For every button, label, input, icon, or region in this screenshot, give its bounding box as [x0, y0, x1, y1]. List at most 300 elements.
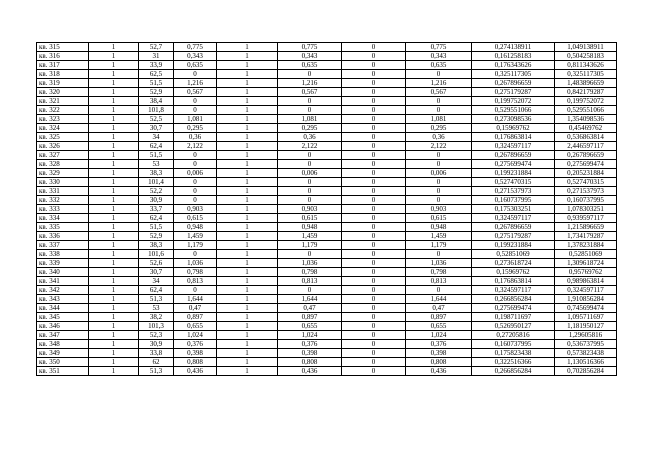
- apartment-cell: кв. 337: [37, 241, 89, 250]
- table-body: [37, 43, 617, 376]
- zero-cell: 0: [342, 52, 406, 61]
- zero-cell: 0: [342, 151, 406, 160]
- value-2-cell: 0,635: [278, 61, 342, 70]
- count-cell: 1: [89, 169, 139, 178]
- apartment-cell: кв. 329: [37, 169, 89, 178]
- table-row: [37, 151, 617, 160]
- table-row: [37, 340, 617, 349]
- value-2-cell: 0: [278, 286, 342, 295]
- count-cell: 1: [89, 88, 139, 97]
- value-3-cell: 0,47: [406, 304, 472, 313]
- coef-cell: 1: [217, 169, 278, 178]
- total-cell: 0,989863814: [555, 277, 617, 286]
- value-cell: 0,398: [174, 349, 217, 358]
- total-cell: 1,049138911: [555, 43, 617, 52]
- count-cell: 1: [89, 196, 139, 205]
- coef-cell: 1: [217, 214, 278, 223]
- zero-cell: 0: [342, 124, 406, 133]
- value-3-cell: 0,775: [406, 43, 472, 52]
- zero-cell: 0: [342, 178, 406, 187]
- value-3-cell: 0,006: [406, 169, 472, 178]
- value-3-cell: 0: [406, 178, 472, 187]
- value-2-cell: 2,122: [278, 142, 342, 151]
- apartment-cell: кв. 316: [37, 52, 89, 61]
- coef-cell: 1: [217, 259, 278, 268]
- share-cell: 0,176863814: [472, 133, 555, 142]
- total-cell: 0,939597117: [555, 214, 617, 223]
- zero-cell: 0: [342, 286, 406, 295]
- value-cell: 0,903: [174, 205, 217, 214]
- coef-cell: 1: [217, 358, 278, 367]
- value-2-cell: 0,903: [278, 205, 342, 214]
- count-cell: 1: [89, 97, 139, 106]
- total-cell: 2,446597117: [555, 142, 617, 151]
- value-cell: 0: [174, 70, 217, 79]
- value-3-cell: 0: [406, 106, 472, 115]
- apartment-cell: кв. 349: [37, 349, 89, 358]
- total-cell: 0,504258183: [555, 52, 617, 61]
- table-row: [37, 223, 617, 232]
- apartment-cell: кв. 340: [37, 268, 89, 277]
- table-row: [37, 304, 617, 313]
- value-cell: 1,459: [174, 232, 217, 241]
- total-cell: 0,95769762: [555, 268, 617, 277]
- value-2-cell: 0,47: [278, 304, 342, 313]
- coef-cell: 1: [217, 223, 278, 232]
- value-2-cell: 0: [278, 70, 342, 79]
- value-cell: 0,36: [174, 133, 217, 142]
- value-3-cell: 0: [406, 151, 472, 160]
- apartment-cell: кв. 341: [37, 277, 89, 286]
- apartment-cell: кв. 318: [37, 70, 89, 79]
- table-row: [37, 97, 617, 106]
- value-cell: 1,216: [174, 79, 217, 88]
- area-cell: 33,7: [139, 205, 174, 214]
- table-row: [37, 295, 617, 304]
- count-cell: 1: [89, 322, 139, 331]
- count-cell: 1: [89, 241, 139, 250]
- value-3-cell: 0,615: [406, 214, 472, 223]
- coef-cell: 1: [217, 286, 278, 295]
- zero-cell: 0: [342, 277, 406, 286]
- zero-cell: 0: [342, 349, 406, 358]
- area-cell: 62: [139, 358, 174, 367]
- table-row: [37, 61, 617, 70]
- total-cell: 1,309618724: [555, 259, 617, 268]
- value-cell: 1,024: [174, 331, 217, 340]
- value-3-cell: 0,398: [406, 349, 472, 358]
- total-cell: 1,734179287: [555, 232, 617, 241]
- value-3-cell: 0: [406, 160, 472, 169]
- value-2-cell: 1,459: [278, 232, 342, 241]
- value-3-cell: 0,798: [406, 268, 472, 277]
- value-2-cell: 0,655: [278, 322, 342, 331]
- apartment-cell: кв. 333: [37, 205, 89, 214]
- total-cell: 1,130516366: [555, 358, 617, 367]
- apartment-cell: кв. 320: [37, 88, 89, 97]
- zero-cell: 0: [342, 241, 406, 250]
- coef-cell: 1: [217, 277, 278, 286]
- apartment-cell: кв. 344: [37, 304, 89, 313]
- table-row: [37, 277, 617, 286]
- value-3-cell: 1,024: [406, 331, 472, 340]
- coef-cell: 1: [217, 250, 278, 259]
- table-row: [37, 313, 617, 322]
- share-cell: 0,267896659: [472, 79, 555, 88]
- table-row: [37, 52, 617, 61]
- area-cell: 33,8: [139, 349, 174, 358]
- zero-cell: 0: [342, 367, 406, 376]
- value-cell: 0,948: [174, 223, 217, 232]
- apartment-cell: кв. 323: [37, 115, 89, 124]
- total-cell: 0,842179287: [555, 88, 617, 97]
- value-cell: 2,122: [174, 142, 217, 151]
- count-cell: 1: [89, 214, 139, 223]
- coef-cell: 1: [217, 133, 278, 142]
- value-cell: 0: [174, 196, 217, 205]
- area-cell: 53: [139, 304, 174, 313]
- count-cell: 1: [89, 43, 139, 52]
- value-cell: 1,179: [174, 241, 217, 250]
- share-cell: 0,175823438: [472, 349, 555, 358]
- total-cell: 0,573823438: [555, 349, 617, 358]
- apartment-cell: кв. 319: [37, 79, 89, 88]
- value-3-cell: 0: [406, 187, 472, 196]
- total-cell: 1,483896659: [555, 79, 617, 88]
- count-cell: 1: [89, 259, 139, 268]
- apartment-cell: кв. 334: [37, 214, 89, 223]
- value-2-cell: 0,295: [278, 124, 342, 133]
- table-row: [37, 70, 617, 79]
- value-3-cell: 0,635: [406, 61, 472, 70]
- value-cell: 0,006: [174, 169, 217, 178]
- value-3-cell: 0,567: [406, 88, 472, 97]
- apartment-cell: кв. 326: [37, 142, 89, 151]
- total-cell: 0,529551066: [555, 106, 617, 115]
- value-2-cell: 1,644: [278, 295, 342, 304]
- area-cell: 51,3: [139, 295, 174, 304]
- share-cell: 0,324597117: [472, 286, 555, 295]
- value-cell: 0,615: [174, 214, 217, 223]
- share-cell: 0,324597117: [472, 214, 555, 223]
- zero-cell: 0: [342, 79, 406, 88]
- coef-cell: 1: [217, 313, 278, 322]
- value-cell: 0: [174, 250, 217, 259]
- area-cell: 34: [139, 133, 174, 142]
- total-cell: 0,205231884: [555, 169, 617, 178]
- total-cell: 0,527470315: [555, 178, 617, 187]
- value-3-cell: 0,897: [406, 313, 472, 322]
- count-cell: 1: [89, 313, 139, 322]
- value-3-cell: 0,36: [406, 133, 472, 142]
- value-2-cell: 0,948: [278, 223, 342, 232]
- coef-cell: 1: [217, 367, 278, 376]
- count-cell: 1: [89, 232, 139, 241]
- value-2-cell: 0,398: [278, 349, 342, 358]
- value-cell: 0,897: [174, 313, 217, 322]
- share-cell: 0,273618724: [472, 259, 555, 268]
- area-cell: 30,7: [139, 268, 174, 277]
- value-cell: 1,644: [174, 295, 217, 304]
- area-cell: 34: [139, 277, 174, 286]
- value-2-cell: 0,897: [278, 313, 342, 322]
- area-cell: 62,4: [139, 214, 174, 223]
- apartment-cell: кв. 351: [37, 367, 89, 376]
- zero-cell: 0: [342, 313, 406, 322]
- value-cell: 1,036: [174, 259, 217, 268]
- zero-cell: 0: [342, 205, 406, 214]
- value-3-cell: 1,459: [406, 232, 472, 241]
- count-cell: 1: [89, 268, 139, 277]
- value-2-cell: 1,036: [278, 259, 342, 268]
- coef-cell: 1: [217, 70, 278, 79]
- count-cell: 1: [89, 70, 139, 79]
- area-cell: 53: [139, 160, 174, 169]
- value-cell: 0,436: [174, 367, 217, 376]
- area-cell: 30,9: [139, 340, 174, 349]
- value-2-cell: 0,343: [278, 52, 342, 61]
- area-cell: 52,2: [139, 187, 174, 196]
- table-row: [37, 232, 617, 241]
- value-2-cell: 0: [278, 250, 342, 259]
- value-3-cell: 0: [406, 286, 472, 295]
- value-2-cell: 0,808: [278, 358, 342, 367]
- value-cell: 0: [174, 286, 217, 295]
- apartment-cell: кв. 328: [37, 160, 89, 169]
- value-2-cell: 1,081: [278, 115, 342, 124]
- apartment-data-table: [36, 42, 617, 376]
- share-cell: 0,267896659: [472, 223, 555, 232]
- value-2-cell: 1,179: [278, 241, 342, 250]
- value-cell: 0,343: [174, 52, 217, 61]
- area-cell: 33,9: [139, 61, 174, 70]
- share-cell: 0,271537973: [472, 187, 555, 196]
- coef-cell: 1: [217, 196, 278, 205]
- value-3-cell: 0,813: [406, 277, 472, 286]
- value-2-cell: 0: [278, 178, 342, 187]
- value-3-cell: 1,036: [406, 259, 472, 268]
- total-cell: 0,536737995: [555, 340, 617, 349]
- value-2-cell: 0,567: [278, 88, 342, 97]
- apartment-cell: кв. 342: [37, 286, 89, 295]
- value-cell: 0: [174, 160, 217, 169]
- area-cell: 52,6: [139, 259, 174, 268]
- area-cell: 31: [139, 52, 174, 61]
- zero-cell: 0: [342, 88, 406, 97]
- total-cell: 0,267896659: [555, 151, 617, 160]
- coef-cell: 1: [217, 349, 278, 358]
- count-cell: 1: [89, 178, 139, 187]
- value-3-cell: 0,655: [406, 322, 472, 331]
- share-cell: 0,325117305: [472, 70, 555, 79]
- apartment-cell: кв. 347: [37, 331, 89, 340]
- table-row: [37, 88, 617, 97]
- apartment-cell: кв. 322: [37, 106, 89, 115]
- total-cell: 1,095711697: [555, 313, 617, 322]
- area-cell: 51,5: [139, 151, 174, 160]
- value-cell: 0: [174, 106, 217, 115]
- table-row: [37, 142, 617, 151]
- zero-cell: 0: [342, 133, 406, 142]
- table-row: [37, 241, 617, 250]
- coef-cell: 1: [217, 61, 278, 70]
- table-row: [37, 133, 617, 142]
- total-cell: 1,181950127: [555, 322, 617, 331]
- total-cell: 0,271537973: [555, 187, 617, 196]
- total-cell: 1,078303251: [555, 205, 617, 214]
- value-3-cell: 0: [406, 97, 472, 106]
- coef-cell: 1: [217, 187, 278, 196]
- count-cell: 1: [89, 187, 139, 196]
- apartment-cell: кв. 331: [37, 187, 89, 196]
- count-cell: 1: [89, 295, 139, 304]
- table-row: [37, 214, 617, 223]
- share-cell: 0,15969762: [472, 124, 555, 133]
- share-cell: 0,199752072: [472, 97, 555, 106]
- value-3-cell: 1,644: [406, 295, 472, 304]
- apartment-cell: кв. 343: [37, 295, 89, 304]
- coef-cell: 1: [217, 52, 278, 61]
- total-cell: 0,811343626: [555, 61, 617, 70]
- count-cell: 1: [89, 304, 139, 313]
- count-cell: 1: [89, 151, 139, 160]
- table-row: [37, 79, 617, 88]
- coef-cell: 1: [217, 178, 278, 187]
- apartment-cell: кв. 336: [37, 232, 89, 241]
- share-cell: 0,527470315: [472, 178, 555, 187]
- coef-cell: 1: [217, 340, 278, 349]
- total-cell: 0,702856284: [555, 367, 617, 376]
- coef-cell: 1: [217, 232, 278, 241]
- zero-cell: 0: [342, 142, 406, 151]
- zero-cell: 0: [342, 43, 406, 52]
- zero-cell: 0: [342, 358, 406, 367]
- zero-cell: 0: [342, 196, 406, 205]
- value-3-cell: 0,808: [406, 358, 472, 367]
- zero-cell: 0: [342, 250, 406, 259]
- share-cell: 0,198711697: [472, 313, 555, 322]
- coef-cell: 1: [217, 115, 278, 124]
- count-cell: 1: [89, 286, 139, 295]
- value-3-cell: 0,343: [406, 52, 472, 61]
- zero-cell: 0: [342, 232, 406, 241]
- zero-cell: 0: [342, 304, 406, 313]
- share-cell: 0,175303251: [472, 205, 555, 214]
- area-cell: 38,4: [139, 97, 174, 106]
- value-3-cell: 2,122: [406, 142, 472, 151]
- share-cell: 0,275179287: [472, 88, 555, 97]
- area-cell: 62,4: [139, 286, 174, 295]
- zero-cell: 0: [342, 223, 406, 232]
- value-2-cell: 1,024: [278, 331, 342, 340]
- total-cell: 0,52851069: [555, 250, 617, 259]
- count-cell: 1: [89, 106, 139, 115]
- area-cell: 51,5: [139, 79, 174, 88]
- value-cell: 0,567: [174, 88, 217, 97]
- area-cell: 52,7: [139, 43, 174, 52]
- table-row: [37, 358, 617, 367]
- value-cell: 0: [174, 97, 217, 106]
- value-2-cell: 0: [278, 106, 342, 115]
- apartment-cell: кв. 346: [37, 322, 89, 331]
- total-cell: 0,275699474: [555, 160, 617, 169]
- share-cell: 0,52851069: [472, 250, 555, 259]
- area-cell: 51,5: [139, 223, 174, 232]
- zero-cell: 0: [342, 169, 406, 178]
- count-cell: 1: [89, 115, 139, 124]
- share-cell: 0,274138911: [472, 43, 555, 52]
- table-row: [37, 322, 617, 331]
- total-cell: 0,745699474: [555, 304, 617, 313]
- count-cell: 1: [89, 142, 139, 151]
- total-cell: 1,378231884: [555, 241, 617, 250]
- area-cell: 52,5: [139, 115, 174, 124]
- table-row: [37, 331, 617, 340]
- value-2-cell: 0: [278, 196, 342, 205]
- value-3-cell: 0,295: [406, 124, 472, 133]
- coef-cell: 1: [217, 124, 278, 133]
- value-2-cell: 0,006: [278, 169, 342, 178]
- zero-cell: 0: [342, 160, 406, 169]
- value-3-cell: 0: [406, 196, 472, 205]
- coef-cell: 1: [217, 97, 278, 106]
- count-cell: 1: [89, 124, 139, 133]
- apartment-cell: кв. 350: [37, 358, 89, 367]
- total-cell: 0,160737995: [555, 196, 617, 205]
- table-row: [37, 187, 617, 196]
- table-row: [37, 205, 617, 214]
- value-cell: 0,47: [174, 304, 217, 313]
- value-cell: 0,813: [174, 277, 217, 286]
- apartment-cell: кв. 315: [37, 43, 89, 52]
- value-2-cell: 0: [278, 187, 342, 196]
- value-cell: 0,775: [174, 43, 217, 52]
- count-cell: 1: [89, 223, 139, 232]
- table-row: [37, 349, 617, 358]
- zero-cell: 0: [342, 295, 406, 304]
- total-cell: 0,324597117: [555, 286, 617, 295]
- zero-cell: 0: [342, 268, 406, 277]
- area-cell: 52,3: [139, 331, 174, 340]
- count-cell: 1: [89, 160, 139, 169]
- value-cell: 0: [174, 187, 217, 196]
- total-cell: 0,199752072: [555, 97, 617, 106]
- document-page: [36, 42, 617, 376]
- area-cell: 52,9: [139, 232, 174, 241]
- zero-cell: 0: [342, 70, 406, 79]
- share-cell: 0,275699474: [472, 160, 555, 169]
- area-cell: 30,7: [139, 124, 174, 133]
- value-2-cell: 0,775: [278, 43, 342, 52]
- value-3-cell: 1,081: [406, 115, 472, 124]
- coef-cell: 1: [217, 331, 278, 340]
- apartment-cell: кв. 332: [37, 196, 89, 205]
- table-row: [37, 286, 617, 295]
- value-2-cell: 0,436: [278, 367, 342, 376]
- area-cell: 30,9: [139, 196, 174, 205]
- total-cell: 1,215896659: [555, 223, 617, 232]
- count-cell: 1: [89, 250, 139, 259]
- value-3-cell: 0,948: [406, 223, 472, 232]
- area-cell: 52,9: [139, 88, 174, 97]
- value-3-cell: 0,376: [406, 340, 472, 349]
- share-cell: 0,15969762: [472, 268, 555, 277]
- count-cell: 1: [89, 349, 139, 358]
- share-cell: 0,27205816: [472, 331, 555, 340]
- apartment-cell: кв. 325: [37, 133, 89, 142]
- coef-cell: 1: [217, 304, 278, 313]
- table-row: [37, 268, 617, 277]
